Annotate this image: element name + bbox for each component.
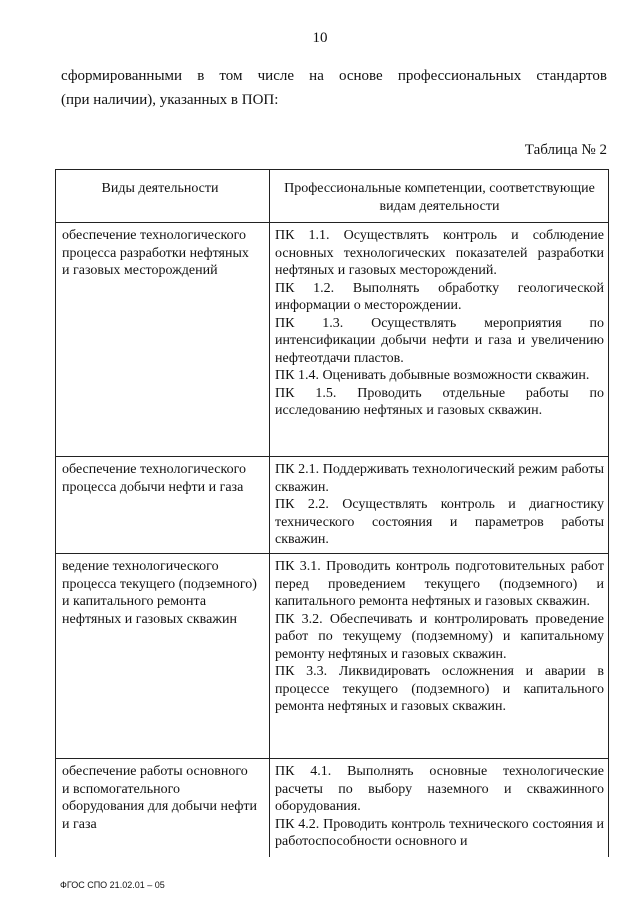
table-header-row — [56, 170, 608, 222]
activity-cell: обеспечение технологического процесса добычи нефти и газа — [62, 462, 247, 495]
page-number: 10 — [312, 30, 328, 46]
table-row — [56, 222, 608, 457]
competency-item: ПК 1.3. Осуществлять мероприятия по интенсификации добычи нефти и газа и увеличению нефтеотдачи пластов. — [275, 315, 604, 366]
competency-item: ПК 3.1. Проводить контроль подготовительных работ перед проведением текущего (подземного) и капитального ремонта нефтяных и газовых скважин. — [275, 559, 604, 609]
competency-item: ПК 1.2. Выполнять обработку геологической информации о месторождении. — [275, 280, 604, 313]
intro-paragraph — [61, 64, 607, 112]
competency-item: ПК 1.5. Проводить отдельные работы по исследованию нефтяных и газовых скважин. — [275, 385, 604, 418]
table-row — [56, 553, 608, 759]
competencies-cell — [275, 763, 604, 851]
competency-item: ПК 3.3. Ликвидировать осложнения и аварии в процессе текущего (подземного) и капитального ремонта нефтяных и газовых скважин. — [275, 664, 604, 714]
competency-item: ПК 2.1. Поддерживать технологический режим работы скважин. — [275, 462, 604, 495]
table-row — [56, 456, 608, 554]
competency-item: ПК 1.4. Оценивать добывные возможности скважин. — [275, 368, 590, 383]
competency-item: ПК 2.2. Осуществлять контроль и диагностику технического состояния и параметров работы скважин. — [275, 497, 604, 547]
intro-line-2: (при наличии), указанных в ПОП: — [61, 92, 279, 108]
competencies-table — [55, 169, 609, 857]
competencies-cell — [275, 461, 604, 549]
table-caption: Таблица № 2 — [524, 142, 607, 158]
activity-cell: обеспечение технологического процесса разработки нефтяных и газовых месторождений — [62, 228, 249, 278]
competencies-cell — [275, 558, 604, 716]
competencies-cell — [275, 227, 604, 420]
competency-item: ПК 4.1. Выполнять основные технологические расчеты по выбору наземного и скважинного оборудования. — [275, 764, 604, 814]
intro-line-1: сформированными в том числе на основе профессиональных стандартов — [61, 68, 607, 84]
document-footer: ФГОС СПО 21.02.01 – 05 — [60, 880, 165, 890]
table-row — [56, 758, 608, 857]
activity-cell: обеспечение работы основного и вспомогательного оборудования для добычи нефти и газа — [62, 764, 258, 832]
competency-item: ПК 3.2. Обеспечивать и контролировать проведение работ по текущему (подземному) и капитальному ремонту нефтяных и газовых скважин. — [275, 611, 604, 662]
header-competencies: Профессиональные компетенции, соответствующие видам деятельности — [284, 181, 595, 214]
competency-item: ПК 1.1. Осуществлять контроль и соблюдение основных технологических показателей разработки нефтяных и газовых месторождений. — [275, 228, 604, 278]
header-activity: Виды деятельности — [101, 181, 219, 196]
activity-cell: ведение технологического процесса текущего (подземного) и капитального ремонта нефтяных и газовых скважин — [62, 559, 257, 627]
competency-item: ПК 4.2. Проводить контроль технического состояния и работоспособности основного и — [275, 816, 604, 849]
